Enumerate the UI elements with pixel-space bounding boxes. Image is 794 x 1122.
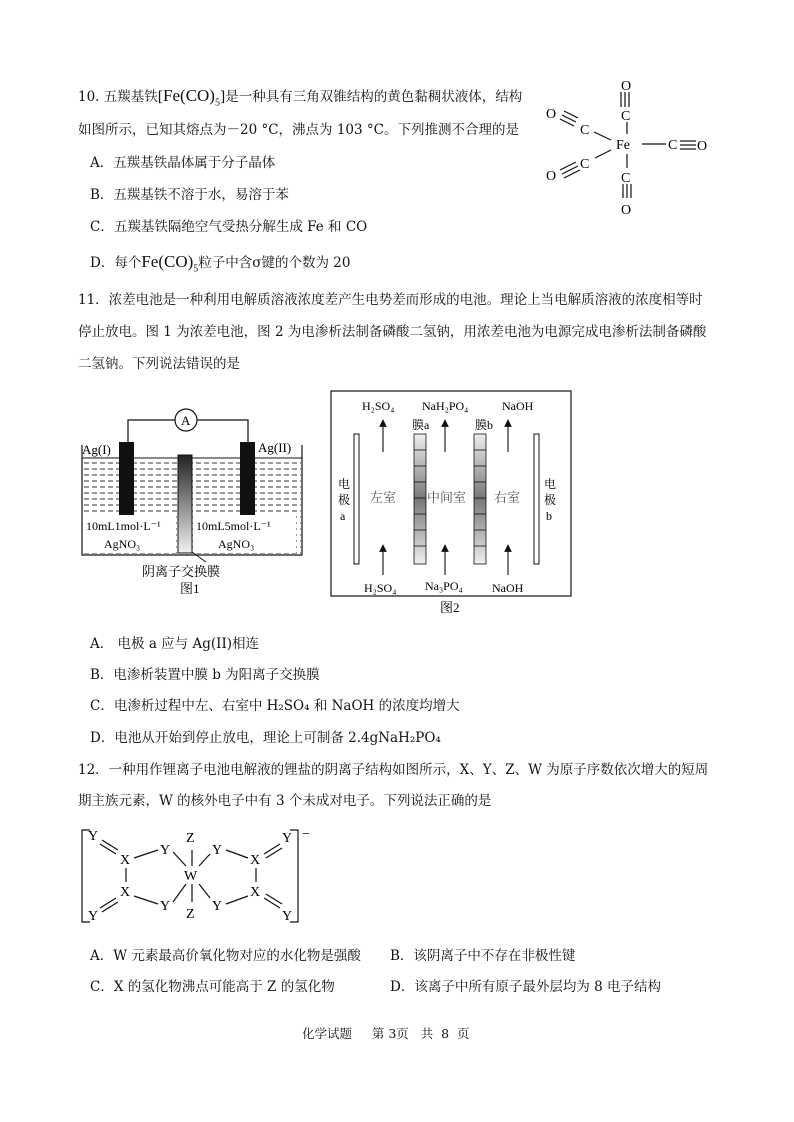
q10-stem-post: ]是一种具有三角双锥结构的黄色黏稠状液体，结构 xyxy=(219,89,523,105)
membrane-b xyxy=(474,434,486,564)
q11-option-b: B．电渗析装置中膜 b 为阳离子交换膜 xyxy=(90,667,320,683)
top-nah2po4-label: NaH₂PO₄ xyxy=(422,399,469,413)
atom-y-bottom-left: Y xyxy=(88,909,99,924)
atom-x-lower-right: X xyxy=(250,885,261,900)
bottom-naoh-label: NaOH xyxy=(492,581,524,595)
atom-x-upper-left: X xyxy=(120,853,131,868)
electrode-a-plate xyxy=(354,434,359,564)
atom-z-top: Z xyxy=(186,831,195,846)
membrane-a xyxy=(414,434,426,564)
q10-option-b: B．五羰基铁不溶于水，易溶于苯 xyxy=(90,187,289,203)
electrode-ag-ii xyxy=(240,442,255,518)
svg-text:电: 电 xyxy=(338,477,351,491)
q12-stem-line2: 期主族元素，W 的核外电子中有 3 个未成对电子。下列说法正确的是 xyxy=(78,793,492,809)
fe-co5-c-bottom: C xyxy=(621,171,631,186)
electrode-ag-i xyxy=(119,442,134,518)
svg-text:b: b xyxy=(546,509,552,523)
fe-co5-c-upper-left: C xyxy=(580,123,590,138)
q10-stem-line1 xyxy=(78,86,522,113)
atom-y-upper-inner-right: Y xyxy=(212,843,223,858)
atom-z-bottom: Z xyxy=(186,907,195,922)
anion-charge: − xyxy=(302,827,310,842)
svg-text:极: 极 xyxy=(338,493,351,507)
svg-text:电: 电 xyxy=(544,477,557,491)
q11-option-a: A． 电极 a 应与 Ag(II)相连 xyxy=(90,636,260,652)
fe-co5-structure-diagram xyxy=(540,72,720,222)
atom-y-top-right: Y xyxy=(282,831,293,846)
figure-1-caption: 图1 xyxy=(180,581,200,596)
left-concentration: 10mL1mol·L⁻¹ xyxy=(86,519,161,533)
fe-co5-c-lower-left: C xyxy=(580,157,590,172)
figure-1-concentration-cell xyxy=(76,400,316,600)
atom-x-upper-right: X xyxy=(250,853,261,868)
fe-co5-fe: Fe xyxy=(616,138,630,153)
atom-y-bottom-right: Y xyxy=(282,909,293,924)
svg-text:极: 极 xyxy=(544,493,557,507)
left-agno3: AgNO₃ xyxy=(104,537,141,551)
fe-co5-o-right: O xyxy=(697,139,708,154)
anion-exchange-membrane xyxy=(178,455,192,553)
q10-stem-pre: 10. 五羰基铁[ xyxy=(78,89,164,105)
q12-option-c: C．X 的氢化物沸点可能高于 Z 的氢化物 xyxy=(90,979,335,995)
q10-option-a: A．五羰基铁晶体属于分子晶体 xyxy=(90,155,276,171)
membrane-label: 阴离子交换膜 xyxy=(142,564,221,579)
atom-y-lower-inner-right: Y xyxy=(212,899,223,914)
ag-ii-label: Ag(II) xyxy=(258,440,292,455)
atom-y-lower-inner-left: Y xyxy=(160,899,171,914)
fe-co5-o-top: O xyxy=(621,79,632,94)
atom-y-top-left: Y xyxy=(88,829,99,844)
bottom-na3po4-label: Na₃PO₄ xyxy=(425,579,463,593)
fe-co5-o-bottom: O xyxy=(621,203,632,218)
middle-room-label: 中间室 xyxy=(427,490,467,505)
electrode-b-plate xyxy=(534,434,539,564)
anion-structure-diagram xyxy=(76,822,336,930)
membrane-a-label: 膜a xyxy=(412,418,430,432)
q10-formula: $Fe(CO)_5$ xyxy=(163,86,220,109)
svg-text:a: a xyxy=(340,509,346,523)
membrane-b-label: 膜b xyxy=(475,418,494,432)
fe-co5-c-top: C xyxy=(621,109,631,124)
atom-w-center: W xyxy=(184,869,198,884)
page-footer: 化学试题 第 3页 共 8 页 xyxy=(302,1026,470,1041)
q10-option-c: C．五羰基铁隔绝空气受热分解生成 Fe 和 CO xyxy=(90,219,368,235)
top-naoh-label: NaOH xyxy=(502,399,534,413)
ag-i-label: Ag(I) xyxy=(82,442,111,457)
atom-x-lower-left: X xyxy=(120,885,131,900)
right-room-label: 右室 xyxy=(494,490,521,505)
top-h2so4-label: H₂SO₄ xyxy=(362,399,395,413)
q11-stem-line3: 二氢钠。下列说法错误的是 xyxy=(78,356,240,372)
fe-co5-o-upper-left: O xyxy=(546,107,557,122)
q12-option-a: A．W 元素最高价氧化物对应的水化物是强酸 xyxy=(90,948,361,964)
figure-2-electrodialysis xyxy=(330,390,575,615)
atom-y-upper-inner-left: Y xyxy=(160,843,171,858)
q10-option-d: D．每个$Fe(CO)_5$粒子中含σ键的个数为 20 xyxy=(90,252,351,275)
fe-co5-o-lower-left: O xyxy=(546,169,557,184)
q12-option-d: D．该离子中所有原子最外层均为 8 电子结构 xyxy=(390,979,661,995)
right-agno3: AgNO₃ xyxy=(218,537,255,551)
q11-option-d: D．电池从开始到停止放电，理论上可制备 2.4gNaH₂PO₄ xyxy=(90,730,441,746)
q11-stem-line1: 11．浓差电池是一种利用电解质溶液浓度差产生电势差而形成的电池。理论上当电解质溶液的浓度相等时 xyxy=(78,292,703,308)
q10-stem-line2: 如图所示，已知其熔点为－20 °C，沸点为 103 °C。下列推测不合理的是 xyxy=(78,122,519,138)
q11-stem-line2: 停止放电。图 1 为浓差电池，图 2 为电渗析法制备磷酸二氢钠，用浓差电池为电源完成电渗析法制备磷酸 xyxy=(78,324,707,340)
left-room-label: 左室 xyxy=(370,490,397,505)
ammeter-label: A xyxy=(181,413,191,428)
fe-co5-c-right: C xyxy=(668,138,678,153)
q12-stem-line1: 12．一种用作锂离子电池电解液的锂盐的阴离子结构如图所示，X、Y、Z、W 为原子序数依次增大的短周 xyxy=(78,762,709,778)
q12-option-b: B．该阴离子中不存在非极性键 xyxy=(390,948,576,964)
bottom-h2so4-label: H₂SO₄ xyxy=(364,581,397,595)
right-concentration: 10mL5mol·L⁻¹ xyxy=(196,519,271,533)
q11-option-c: C．电渗析过程中左、右室中 H₂SO₄ 和 NaOH 的浓度均增大 xyxy=(90,698,460,714)
figure-2-caption: 图2 xyxy=(440,600,460,615)
